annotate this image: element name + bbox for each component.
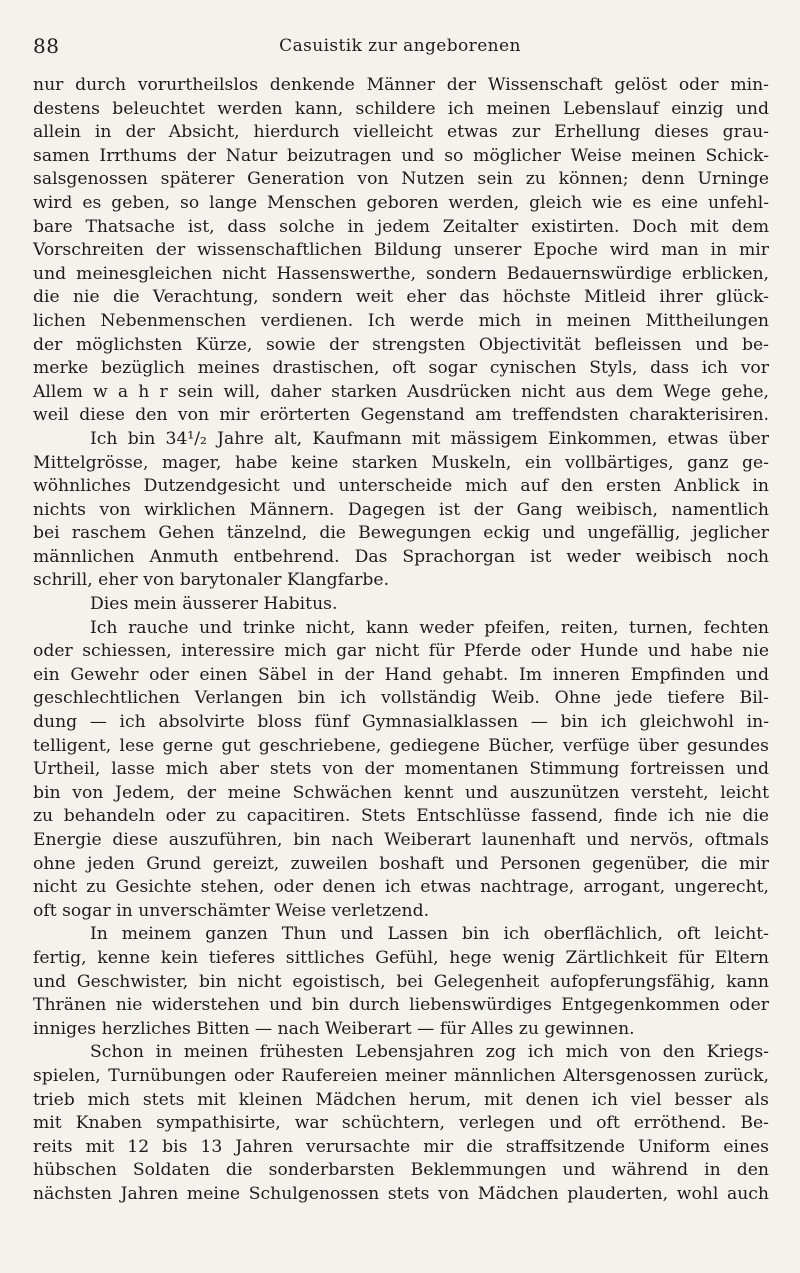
- text-line: Energie diese auszuführen, bin nach Weiberart launenhaft und nervös, oftmals: [33, 830, 769, 850]
- text-line: wird es geben, so lange Menschen geboren werden, gleich wie es eine unfehl-: [33, 192, 769, 213]
- text-line: geschlechtlichen Verlangen bin ich vollständig Weib. Ohne jede tiefere Bil-: [33, 688, 769, 709]
- paragraph-start-line: Schon in meinen frühesten Lebensjahren zog ich mich von den Kriegs-: [90, 1042, 769, 1063]
- paragraph-start-line: In meinem ganzen Thun und Lassen bin ich oberflächlich, oft leicht-: [90, 924, 769, 945]
- text-line: Thränen nie widerstehen und bin durch liebenswürdiges Entgegenkommen oder: [33, 995, 769, 1016]
- text-line: dung — ich absolvirte bloss fünf Gymnasialklassen — bin ich gleichwohl in-: [33, 712, 769, 733]
- text-line: die nie die Verachtung, sondern weit eher das höchste Mitleid ihrer glück-: [33, 287, 769, 308]
- text-line: merke bezüglich meines drastischen, oft sogar cynischen Styls, dass ich vor: [33, 358, 769, 379]
- page-number: 88: [33, 34, 60, 58]
- text-line: destens beleuchtet werden kann, schildere ich meinen Lebenslauf einzig und: [33, 98, 769, 119]
- text-line: ein Gewehr oder einen Säbel in der Hand gehabt. Im inneren Empfinden und: [33, 664, 769, 685]
- text-line: wöhnliches Dutzendgesicht und unterscheide mich auf den ersten Anblick in: [33, 476, 769, 497]
- text-line: männlichen Anmuth entbehrend. Das Sprachorgan ist weder weibisch noch: [33, 546, 769, 567]
- text-line: mit Knaben sympathisirte, war schüchtern, verlegen und oft erröthend. Be-: [33, 1113, 769, 1134]
- text-line: Allem w a h r sein will, daher starken Ausdrücken nicht aus dem Wege gehe,: [33, 381, 769, 402]
- paragraph-end-line: oft sogar in unverschämter Weise verletzend.: [33, 900, 430, 921]
- text-line: allein in der Absicht, hierdurch vielleicht etwas zur Erhellung dieses grau-: [33, 122, 769, 143]
- text-line: samen Irrthums der Natur beizutragen und so möglicher Weise meinen Schick-: [33, 145, 769, 166]
- text-line: nicht zu Gesichte stehen, oder denen ich etwas nachtrage, arrogant, ungerecht,: [33, 877, 769, 898]
- text-line: fertig, kenne kein tieferes sittliches Gefühl, hege wenig Zärtlichkeit für Eltern: [33, 947, 769, 968]
- text-line: nur durch vorurtheilslos denkende Männer der Wissenschaft gelöst oder min-: [33, 75, 769, 95]
- body-text: [33, 74, 769, 1207]
- text-line: weil diese den von mir erörterten Gegenstand am treffendsten charakterisiren.: [33, 405, 769, 426]
- text-line: nichts von wirklichen Männern. Dagegen ist der Gang weibisch, namentlich: [33, 499, 769, 520]
- text-line: Mittelgrösse, mager, habe keine starken Muskeln, ein vollbärtiges, ganz ge-: [33, 452, 769, 473]
- text-line: spielen, Turnübungen oder Raufereien meiner männlichen Altersgenossen zurück,: [33, 1065, 769, 1086]
- text-line: Urtheil, lasse mich aber stets von der momentanen Stimmung fortreissen und: [33, 759, 769, 780]
- page-header: [33, 34, 767, 58]
- paragraph-start-line: Ich rauche und trinke nicht, kann weder pfeifen, reiten, turnen, fechten: [90, 617, 769, 638]
- text-line: und meinesgleichen nicht Hassenswerthe, sondern Bedauernswürdige erblicken,: [33, 263, 769, 284]
- text-line: bare Thatsache ist, dass solche in jedem Zeitalter existirten. Doch mit dem: [33, 216, 769, 237]
- text-line: Vorschreiten der wissenschaftlichen Bildung unserer Epoche wird man in mir: [33, 240, 769, 261]
- text-line: nächsten Jahren meine Schulgenossen stets von Mädchen plauderten, wohl auch: [33, 1183, 769, 1204]
- paragraph-start-line: Dies mein äusserer Habitus.: [90, 594, 338, 615]
- paragraph-start-line: Ich bin 34¹/₂ Jahre alt, Kaufmann mit mässigem Einkommen, etwas über: [90, 428, 769, 449]
- text-line: telligent, lese gerne gut geschriebene, gediegene Bücher, verfüge über gesundes: [33, 735, 769, 756]
- text-line: bei raschem Gehen tänzelnd, die Bewegungen eckig und ungefällig, jeglicher: [33, 523, 769, 544]
- text-line: hübschen Soldaten die sonderbarsten Beklemmungen und während in den: [33, 1160, 769, 1181]
- paragraph-end-line: schrill, eher von barytonaler Klangfarbe.: [33, 570, 390, 591]
- text-line: trieb mich stets mit kleinen Mädchen herum, mit denen ich viel besser als: [33, 1089, 769, 1110]
- text-line: zu behandeln oder zu capacitiren. Stets Entschlüsse fassend, finde ich nie die: [33, 806, 769, 827]
- text-line: reits mit 12 bis 13 Jahren verursachte mir die straffsitzende Uniform eines: [33, 1136, 769, 1157]
- text-line: ohne jeden Grund gereizt, zuweilen boshaft und Personen gegenüber, die mir: [33, 853, 769, 874]
- paragraph-end-line: inniges herzliches Bitten — nach Weiberart — für Alles zu gewinnen.: [33, 1018, 635, 1039]
- text-line: lichen Nebenmenschen verdienen. Ich werde mich in meinen Mittheilungen: [33, 310, 769, 331]
- text-line: bin von Jedem, der meine Schwächen kennt und auszunützen versteht, leicht: [33, 782, 769, 803]
- running-head: Casuistik zur angeborenen: [279, 36, 521, 56]
- text-line: salsgenossen späterer Generation von Nutzen sein zu können; denn Urninge: [33, 169, 769, 190]
- text-line: oder schiessen, interessire mich gar nicht für Pferde oder Hunde und habe nie: [33, 641, 769, 662]
- text-line: der möglichsten Kürze, sowie der strengsten Objectivität befleissen und be-: [33, 334, 769, 355]
- text-line: und Geschwister, bin nicht egoistisch, bei Gelegenheit aufopferungsfähig, kann: [33, 971, 769, 992]
